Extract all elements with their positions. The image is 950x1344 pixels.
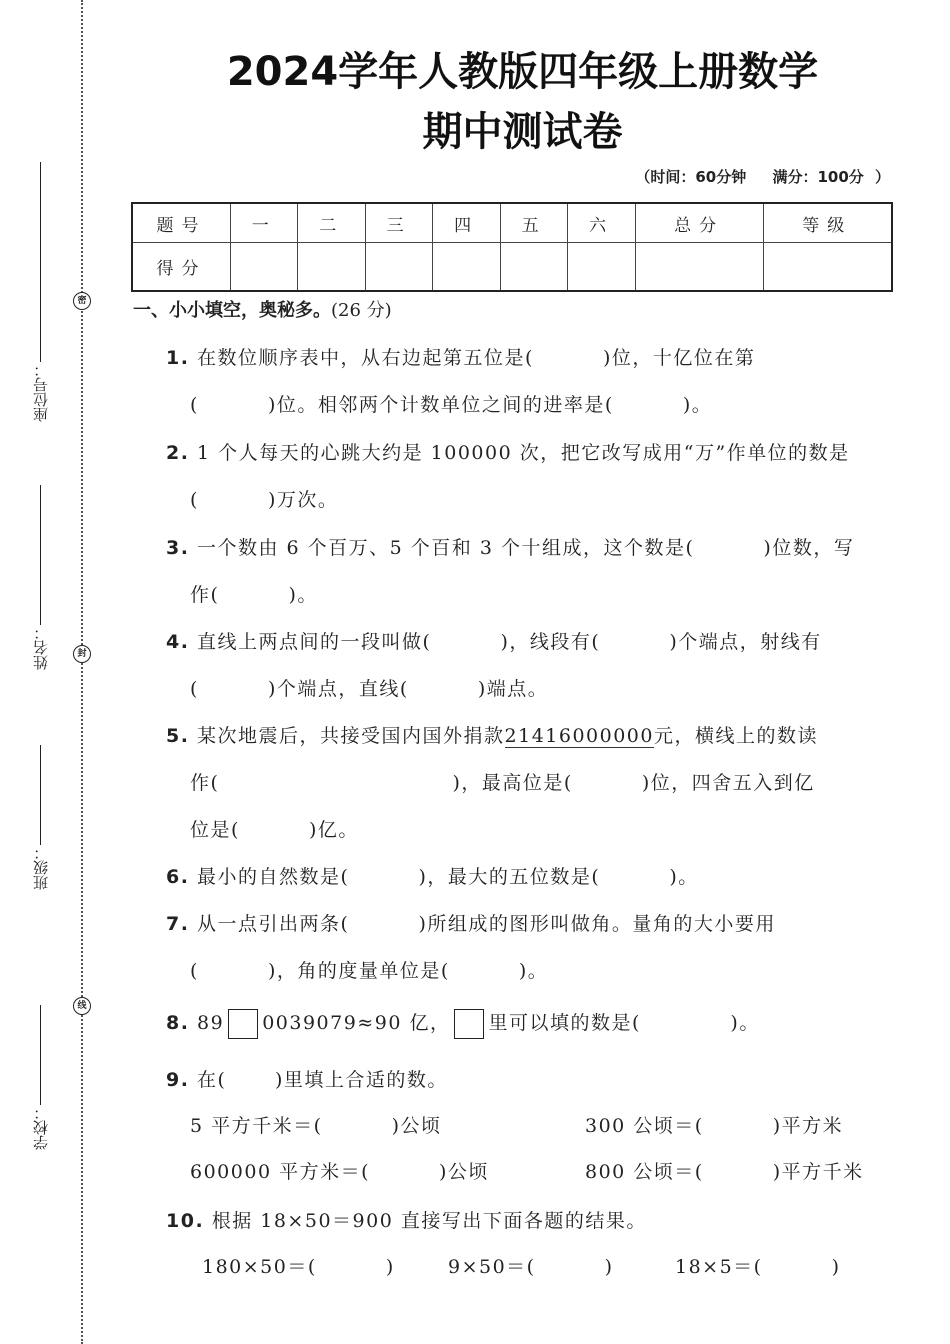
score-row-label: 得分 — [132, 243, 231, 292]
conversion-item: 800 公顷＝( )平方千米 — [585, 1161, 864, 1183]
answer-box[interactable] — [228, 1009, 258, 1039]
q-text: 一个数由 6 个百万、5 个百和 3 个十组成，这个数是( )位数，写 — [197, 537, 855, 559]
calc-item: 180×50＝( ) — [202, 1256, 395, 1278]
answer-box[interactable] — [454, 1009, 484, 1039]
question-7-line-2: ( )，角的度量单位是( )。 — [190, 960, 549, 982]
question-10 — [166, 1206, 647, 1233]
question-7 — [166, 909, 776, 936]
score-header-cell: 三 — [365, 203, 432, 243]
section-1-heading — [133, 296, 392, 322]
score-cell[interactable] — [635, 243, 763, 292]
q-text: 在数位顺序表中，从右边起第五位是( )位，十亿位在第 — [197, 347, 756, 369]
score-header-cell: 二 — [298, 203, 365, 243]
q-text: 从一点引出两条( )所组成的图形叫做角。量角的大小要用 — [197, 913, 776, 935]
calc-item: 9×50＝( ) — [448, 1256, 614, 1278]
q-text: 直线上两点间的一段叫做( )，线段有( )个端点，射线有 — [197, 631, 822, 653]
question-1-line-2: ( )位。相邻两个计数单位之间的进率是( )。 — [190, 394, 713, 416]
q-text: 根据 18×50＝900 直接写出下面各题的结果。 — [211, 1210, 647, 1232]
exam-info: （时间：60分钟 满分：100分 ） — [635, 168, 890, 186]
score-cell[interactable] — [568, 243, 635, 292]
q-text: 里可以填的数是( )。 — [488, 1012, 760, 1034]
score-header-cell: 一 — [231, 203, 298, 243]
q-text: 在( )里填上合适的数。 — [197, 1069, 448, 1091]
q-number: 8. — [166, 1012, 190, 1034]
page-subtitle: 期中测试卷 — [422, 109, 623, 155]
seat-field[interactable] — [30, 142, 60, 422]
binding-line — [81, 0, 83, 1344]
name-field[interactable] — [30, 470, 60, 670]
section-1-title: 一、小小填空，奥秘多。 — [133, 300, 331, 321]
q-number: 4. — [166, 631, 190, 653]
conversion-item: 600000 平方米＝( )公顷 — [190, 1161, 489, 1183]
question-8 — [166, 1008, 760, 1039]
score-header-cell: 题号 — [132, 203, 231, 243]
school-label: 学校： — [32, 1105, 50, 1150]
q-number: 2. — [166, 442, 190, 464]
q-number: 9. — [166, 1069, 190, 1091]
seal-mi: 密 — [73, 292, 91, 310]
score-header-cell: 四 — [433, 203, 500, 243]
section-1-points: (26 分) — [331, 300, 392, 321]
score-header-row — [132, 203, 892, 243]
question-9 — [166, 1065, 448, 1092]
score-cell[interactable] — [763, 243, 892, 292]
question-2-line-2: ( )万次。 — [190, 489, 339, 511]
school-field[interactable] — [30, 1000, 60, 1150]
q-text: 某次地震后，共接受国内国外捐款 — [197, 725, 505, 747]
question-1 — [166, 343, 755, 370]
score-cell[interactable] — [433, 243, 500, 292]
name-label: 姓名： — [32, 625, 50, 670]
score-value-row — [132, 243, 892, 292]
q-text: 1 个人每天的心跳大约是 100000 次，把它改写成用“万”作单位的数是 — [197, 442, 850, 464]
q-text: 最小的自然数是( )，最大的五位数是( )。 — [197, 866, 699, 888]
question-4-line-2: ( )个端点，直线( )端点。 — [190, 678, 549, 700]
score-header-cell: 五 — [500, 203, 567, 243]
q-number: 7. — [166, 913, 190, 935]
q-number: 5. — [166, 725, 190, 747]
question-6 — [166, 862, 699, 889]
score-cell[interactable] — [298, 243, 365, 292]
page-title: 2024学年人教版四年级上册数学 — [226, 49, 819, 95]
conversion-item: 5 平方千米＝( )公顷 — [190, 1115, 442, 1137]
question-5-line-2: 作( )，最高位是( )位，四舍五入到亿 — [190, 772, 815, 794]
calc-item: 18×5＝( ) — [675, 1256, 841, 1278]
question-3-line-2: 作( )。 — [190, 584, 318, 606]
underlined-number: 21416000000 — [504, 725, 654, 747]
q-text: 0039079≈90 亿， — [262, 1012, 451, 1034]
q-text: 89 — [197, 1012, 225, 1034]
q-number: 10. — [166, 1210, 205, 1232]
class-label: 班级： — [32, 845, 50, 890]
q-number: 6. — [166, 866, 190, 888]
score-header-cell: 六 — [568, 203, 635, 243]
class-field[interactable] — [30, 740, 60, 890]
score-table — [131, 202, 893, 292]
question-5-line-3: 位是( )亿。 — [190, 819, 359, 841]
q-number: 3. — [166, 537, 190, 559]
question-4 — [166, 627, 822, 654]
seat-label: 座位号： — [32, 362, 50, 422]
q-text: 元，横线上的数读 — [654, 725, 819, 747]
question-5 — [166, 721, 818, 748]
score-cell[interactable] — [500, 243, 567, 292]
question-3 — [166, 533, 854, 560]
score-header-cell: 总分 — [635, 203, 763, 243]
seal-xian: 线 — [73, 997, 91, 1015]
seal-feng: 封 — [73, 645, 91, 663]
score-header-cell: 等级 — [763, 203, 892, 243]
score-cell[interactable] — [231, 243, 298, 292]
conversion-item: 300 公顷＝( )平方米 — [585, 1115, 844, 1137]
score-cell[interactable] — [365, 243, 432, 292]
question-2 — [166, 438, 850, 465]
q-number: 1. — [166, 347, 190, 369]
